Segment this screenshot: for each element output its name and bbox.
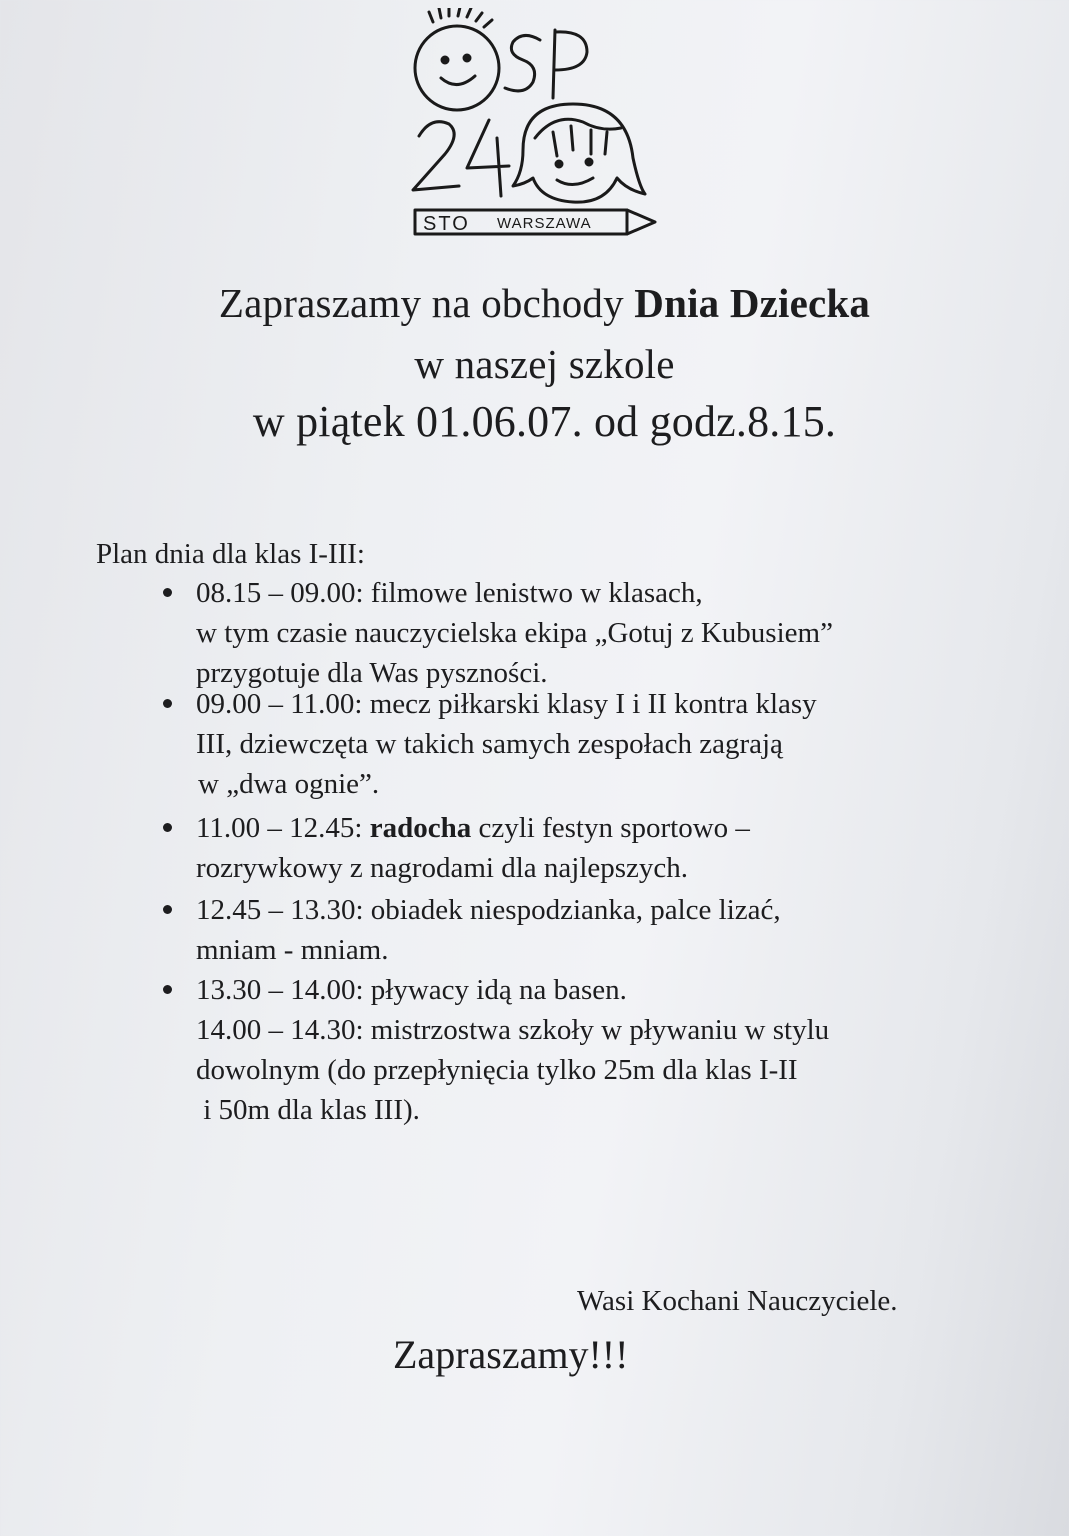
bullet-icon <box>163 823 172 832</box>
schedule-line: 09.00 – 11.00: mecz piłkarski klasy I i II kontra klasy <box>196 688 817 720</box>
closing-text: Zapraszamy!!! <box>393 1332 629 1377</box>
schedule-highlight: radocha <box>369 812 472 844</box>
schedule-item <box>196 808 996 888</box>
boy-face-icon <box>415 26 499 110</box>
schedule-line: 08.15 – 09.00: filmowe lenistwo w klasach, <box>196 577 703 609</box>
school-logo <box>405 8 670 243</box>
schedule-item <box>196 970 996 1130</box>
logo-city-text: WARSZAWA <box>497 215 592 232</box>
girl-face-icon <box>513 104 645 202</box>
schedule-line: w „dwa ognie”. <box>198 768 380 800</box>
schedule-line: 12.45 – 13.30: obiadek niespodzianka, palce lizać, <box>196 894 781 926</box>
plan-title: Plan dnia dla klas I-III: <box>96 538 365 570</box>
schedule-line: mniam - mniam. <box>196 934 389 966</box>
heading-line-1 <box>10 277 1069 329</box>
schedule-line: dowolnym (do przepłynięcia tylko 25m dla klas I-II <box>196 1054 798 1086</box>
logo-sto-text: STO <box>423 213 470 235</box>
schedule-item <box>196 573 996 693</box>
heading-prefix: Zapraszamy na obchody <box>218 280 635 326</box>
schedule-line: 13.30 – 14.00: pływacy idą na basen. <box>196 974 627 1006</box>
schedule-line: III, dziewczęta w takich samych zespołach zagrają <box>196 728 783 760</box>
schedule-line: przygotuje dla Was pyszności. <box>196 657 548 689</box>
heading-date-line: w piątek 01.06.07. od godz.8.15. <box>252 397 837 446</box>
schedule-time: 11.00 – 12.45: <box>196 812 370 844</box>
bullet-icon <box>163 588 172 597</box>
schedule-line: i 50m dla klas III). <box>196 1094 420 1126</box>
bullet-icon <box>163 985 172 994</box>
heading-line-2: w naszej szkole <box>414 341 675 387</box>
bullet-icon <box>163 699 172 708</box>
schedule-item <box>196 684 996 804</box>
schedule-text: czyli festyn sportowo – <box>471 812 750 844</box>
schedule-line: rozrywkowy z nagrodami dla najlepszych. <box>196 852 689 884</box>
signature: Wasi Kochani Nauczyciele. <box>577 1285 898 1317</box>
schedule-line: w tym czasie nauczycielska ekipa „Gotuj z Kubusiem” <box>196 617 833 649</box>
schedule-item <box>196 890 996 970</box>
schedule-line: 14.00 – 14.30: mistrzostwa szkoły w pływaniu w stylu <box>196 1014 830 1046</box>
heading-event-name: Dnia Dziecka <box>634 280 871 326</box>
bullet-icon <box>163 905 172 914</box>
schedule-line <box>196 808 996 848</box>
